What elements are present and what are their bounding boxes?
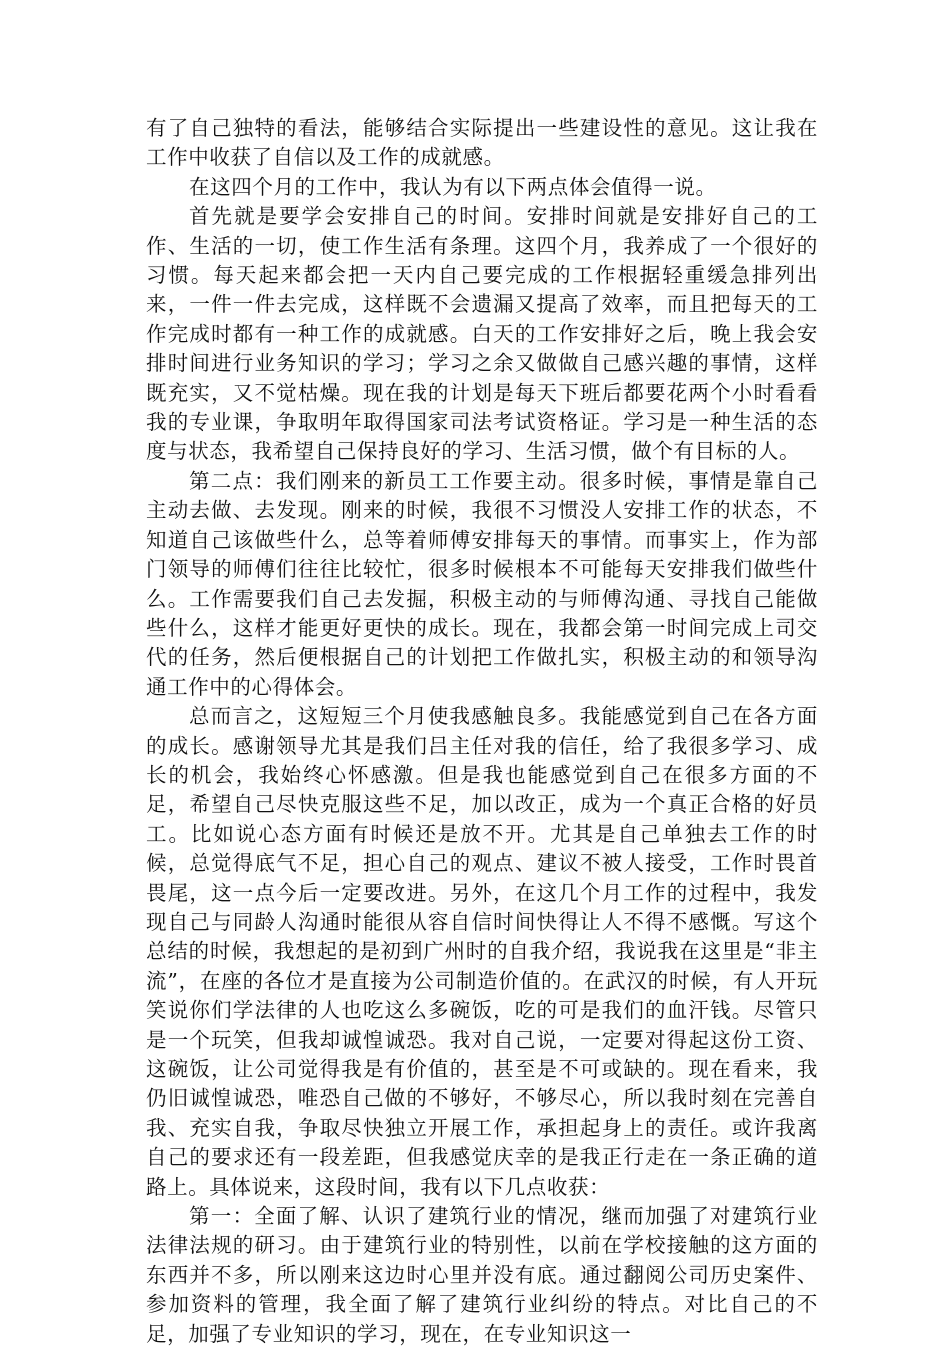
paragraph-summary: 总而言之，这短短三个月使我感触良多。我能感觉到自己在各方面的成长。感谢领导尤其是我们吕主任对我的信任，给了我很多学习、成长的机会，我始终心怀感激。但是我也能感觉到自己在很多方面的不足，希望自己尽快克服这些不足，加以改正，成为一个真正合格的好员工。比如说心态方面有时候还是放不开。尤其是自己单独去工作的时候，总觉得底气不足，担心自己的观点、建议不被人接受，工作时畏首畏尾，这一点今后一定要改进。另外，在这几个月工作的过程中，我发现自己与同龄人沟通时能很从容自信时间快得让人不得不感慨。写这个总结的时候，我想起的是初到广州时的自我介绍，我说我在这里是“非主流”，在座的各位才是直接为公司制造价值的。在武汉的时候，有人开玩笑说你们学法律的人也吃这么多碗饭，吃的可是我们的血汗钱。尽管只是一个玩笑，但我却诚惶诚恐。我对自己说，一定要对得起这份工资、这碗饭，让公司觉得我是有价值的，甚至是不可或缺的。现在看来，我仍旧诚惶诚恐，唯恐自己做的不够好，不够尽心，所以我时刻在完善自我、充实自我，争取尽快独立开展工作，承担起身上的责任。或许我离自己的要求还有一段差距，但我感觉庆幸的是我正行走在一条正确的道路上。具体说来，这段时间，我有以下几点收获： [146, 704, 818, 1199]
document-page [146, 114, 818, 1349]
paragraph-initiative: 第二点：我们刚来的新员工工作要主动。很多时候，事情是靠自己主动去做、去发现。刚来的时候，我很不习惯没人安排工作的状态，不知道自己该做些什么，总等着师傅安排每天的事情。而事实上，作为部门领导的师傅们往往比较忙，很多时候根本不可能每天安排我们做些什么。工作需要我们自己去发掘，积极主动的与师傅沟通、寻找自己能做些什么，这样才能更好更快的成长。现在，我都会第一时间完成上司交代的任务，然后便根据自己的计划把工作做扎实，积极主动的和领导沟通工作中的心得体会。 [146, 468, 818, 699]
paragraph-time-management: 首先就是要学会安排自己的时间。安排时间就是安排好自己的工作、生活的一切，使工作生活有条理。这四个月，我养成了一个很好的习惯。每天起来都会把一天内自己要完成的工作根据轻重缓急排列出来，一件一件去完成，这样既不会遗漏又提高了效率，而且把每天的工作完成时都有一种工作的成就感。白天的工作安排好之后，晚上我会安排时间进行业务知识的学习；学习之余又做做自己感兴趣的事情，这样既充实，又不觉枯燥。现在我的计划是每天下班后都要花两个小时看看我的专业课，争取明年取得国家司法考试资格证。学习是一种生活的态度与状态，我希望自己保持良好的学习、生活习惯，做个有目标的人。 [146, 204, 818, 464]
paragraph-intro: 在这四个月的工作中，我认为有以下两点体会值得一说。 [189, 174, 717, 199]
paragraph-continuation: 有了自己独特的看法，能够结合实际提出一些建设性的意见。这让我在工作中收获了自信以及工作的成就感。 [146, 116, 818, 170]
paragraph-first-gain: 第一：全面了解、认识了建筑行业的情况，继而加强了对建筑行业法律法规的研习。由于建筑行业的特别性，以前在学校接触的这方面的东西并不多，所以刚来这边时心里并没有底。通过翻阅公司历史案件、参加资料的管理，我全面了解了建筑行业纠纷的特点。对比自己的不足，加强了专业知识的学习，现在，在专业知识这一 [146, 1204, 818, 1346]
